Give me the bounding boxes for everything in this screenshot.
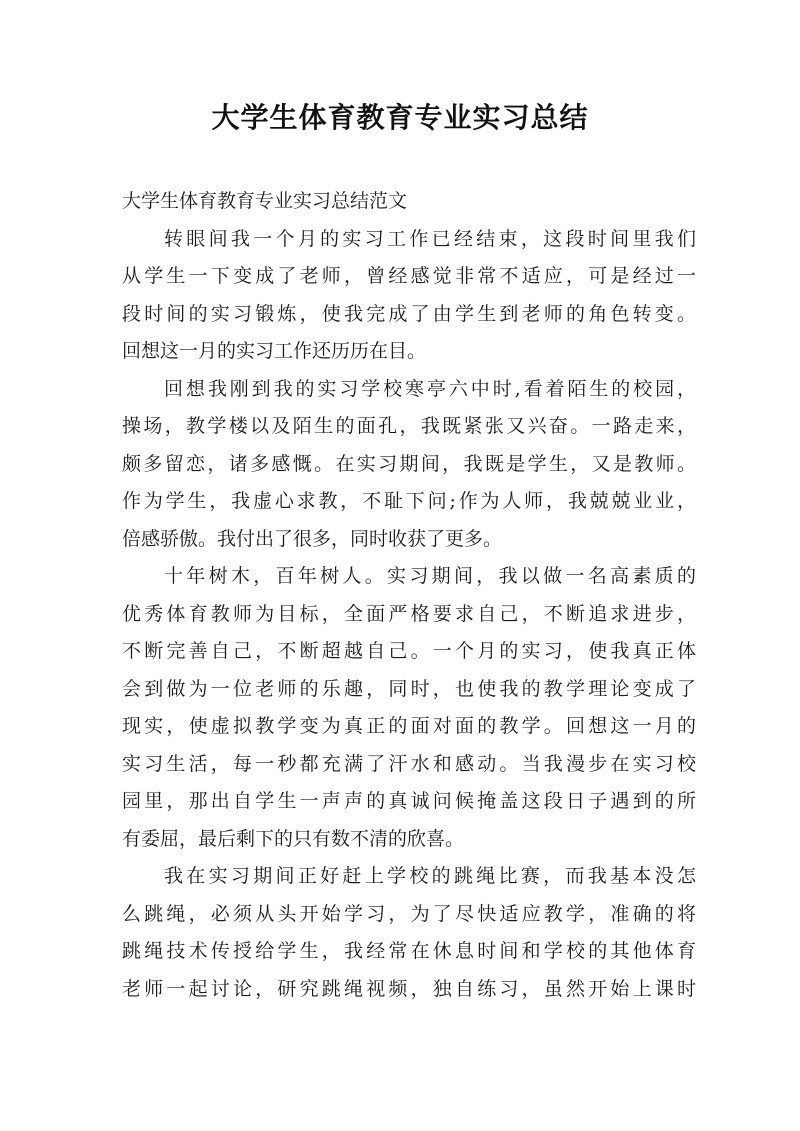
paragraph-line: 跳绳技术传授给学生，我经常在休息时间和学校的其他体育 bbox=[122, 940, 696, 962]
paragraph-line: 十年树木，百年树人。实习期间，我以做一名高素质的 bbox=[164, 565, 696, 587]
paragraph-line: 有委屈，最后剩下的只有数不清的欣喜。 bbox=[122, 827, 465, 850]
paragraph-line: 操场，教学楼以及陌生的面孔，我既紧张又兴奋。一路走来， bbox=[122, 415, 696, 437]
document-title: 大学生体育教育专业实习总结 bbox=[211, 101, 589, 134]
paragraph-line: 从学生一下变成了老师，曾经感觉非常不适应，可是经过一 bbox=[122, 265, 696, 287]
paragraph-line: 不断完善自己，不断超越自己。一个月的实习，使我真正体 bbox=[122, 640, 696, 662]
paragraph-line: 回想这一月的实习工作还历历在目。 bbox=[122, 340, 427, 362]
paragraph-line: 回想我刚到我的实习学校寒亭六中时,看着陌生的校园， bbox=[164, 377, 696, 400]
paragraph-line: 实习生活，每一秒都充满了汗水和感动。当我漫步在实习校 bbox=[122, 752, 696, 775]
document-subtitle: 大学生体育教育专业实习总结范文 bbox=[122, 190, 408, 212]
paragraph-line: 么跳绳，必须从头开始学习，为了尽快适应教学，准确的将 bbox=[122, 902, 696, 925]
paragraph-line: 园里，那出自学生一声声的真诚问候掩盖这段日子遇到的所 bbox=[122, 790, 696, 812]
paragraph-line: 段时间的实习锻炼，使我完成了由学生到老师的角色转变。 bbox=[122, 302, 696, 325]
paragraph-line: 颇多留恋，诸多感慨。在实习期间，我既是学生，又是教师。 bbox=[122, 452, 696, 475]
paragraph-line: 优秀体育教师为目标，全面严格要求自己，不断追求进步， bbox=[122, 602, 696, 625]
paragraph-line: 我在实习期间正好赶上学校的跳绳比赛，而我基本没怎 bbox=[164, 865, 696, 887]
paragraph-line: 转眼间我一个月的实习工作已经结束，这段时间里我们 bbox=[164, 227, 696, 250]
paragraph-line: 倍感骄傲。我付出了很多，同时收获了更多。 bbox=[122, 527, 503, 550]
document-body bbox=[122, 183, 696, 1008]
paragraph-line: 老师一起讨论，研究跳绳视频，独自练习，虽然开始上课时 bbox=[122, 977, 696, 1000]
paragraph-line: 现实，使虚拟教学变为真正的面对面的教学。回想这一月的 bbox=[122, 715, 696, 737]
paragraph-line: 会到做为一位老师的乐趣，同时，也使我的教学理论变成了 bbox=[122, 677, 696, 700]
paragraph-line: 作为学生，我虚心求教，不耻下问;作为人师，我兢兢业业， bbox=[122, 490, 696, 512]
